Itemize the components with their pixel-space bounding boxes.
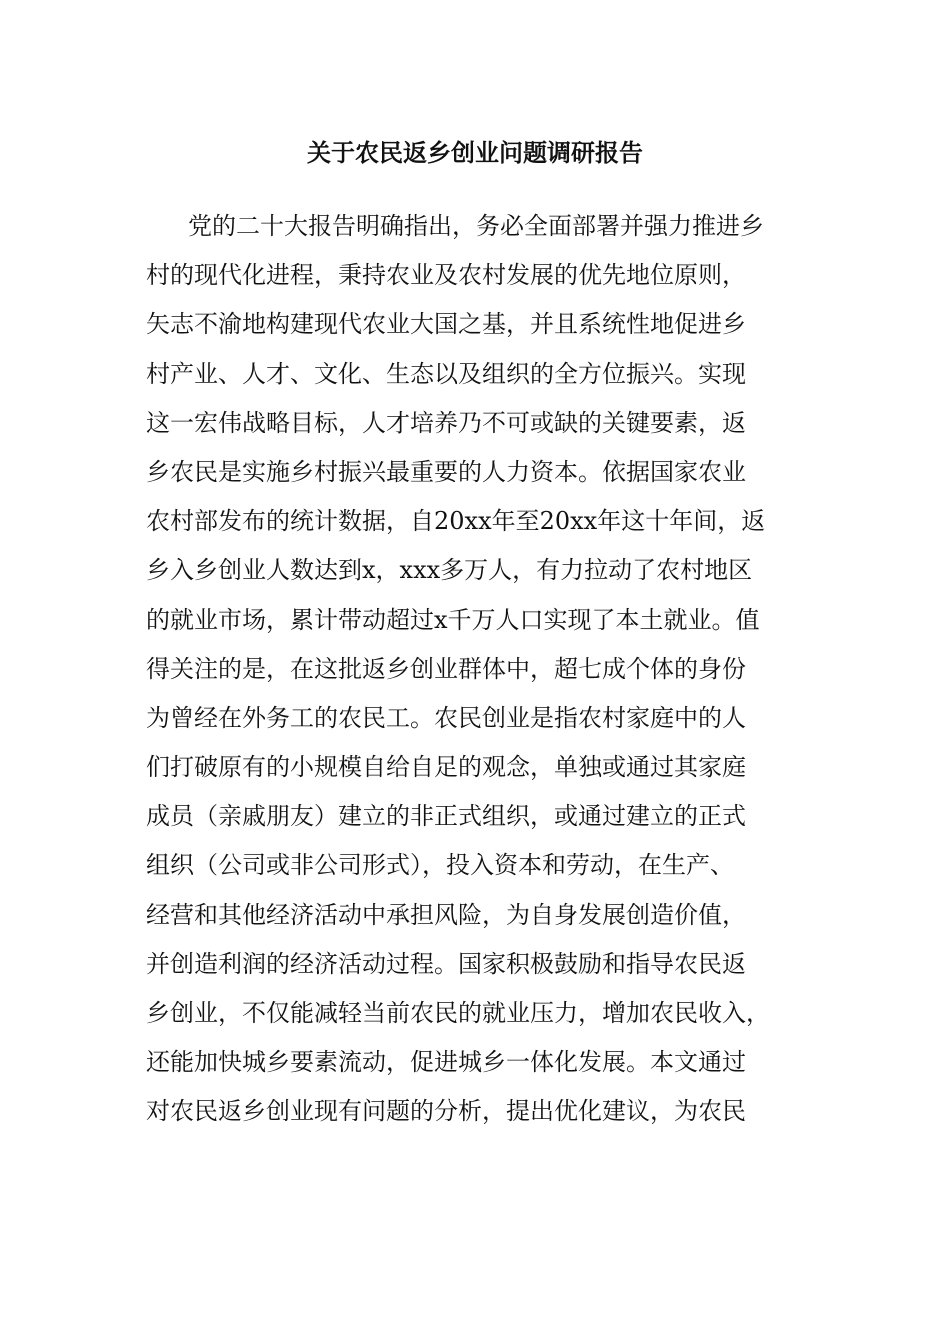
paragraph-line: 乡农民是实施乡村振兴最重要的人力资本。依据国家农业 [146,457,746,486]
body-paragraph [146,206,826,1141]
paragraph-line: 成员（亲戚朋友）建立的非正式组织，或通过建立的正式 [146,802,746,831]
paragraph-line: 的就业市场，累计带动超过x千万人口实现了本土就业。值 [146,605,760,634]
paragraph-line: 矢志不渝地构建现代农业大国之基，并且系统性地促进乡 [146,310,746,339]
document-title: 关于农民返乡创业问题调研报告 [307,138,643,167]
paragraph-line: 乡创业，不仅能减轻当前农民的就业压力，增加农民收入， [146,999,770,1027]
paragraph-line: 还能加快城乡要素流动，促进城乡一体化发展。本文通过 [146,1048,746,1077]
paragraph-line: 对农民返乡创业现有问题的分析，提出优化建议，为农民 [146,1097,746,1126]
paragraph-line: 为曾经在外务工的农民工。农民创业是指农村家庭中的人 [146,703,746,732]
paragraph-line: 村产业、人才、文化、生态以及组织的全方位振兴。实现 [146,359,746,388]
paragraph-line: 得关注的是，在这批返乡创业群体中，超七成个体的身份 [146,654,746,683]
paragraph-line: 这一宏伟战略目标，人才培养乃不可或缺的关键要素，返 [146,408,746,437]
paragraph-line: 并创造利润的经济活动过程。国家积极鼓励和指导农民返 [146,949,746,978]
paragraph-line: 乡入乡创业人数达到x，xxx多万人，有力拉动了农村地区 [146,556,753,585]
paragraph-line: 农村部发布的统计数据，自20xx年至20xx年这十年间，返 [146,507,766,536]
paragraph-line: 经营和其他经济活动中承担风险，为自身发展创造价值， [146,900,746,929]
paragraph-line: 村的现代化进程，秉持农业及农村发展的优先地位原则， [146,261,746,290]
paragraph-line: 组织（公司或非公司形式），投入资本和劳动，在生产、 [146,851,734,880]
paragraph-line: 们打破原有的小规模自给自足的观念，单独或通过其家庭 [146,753,746,782]
paragraph-line: 党的二十大报告明确指出，务必全面部署并强力推进乡 [188,212,764,240]
